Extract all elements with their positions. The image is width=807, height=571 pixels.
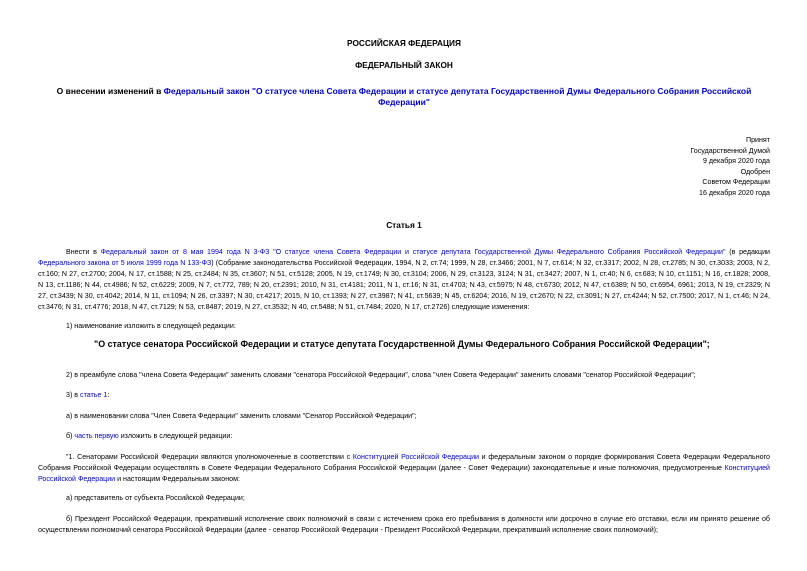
quote-text-2: и федеральным законом о порядке формирования Совета Федерации Федерального Собрания Российской Федерации осуществлять в Совете Федерации Федерального Собрания Российской Федерации (далее - Совет Федерации) законодательные и иные полномочия, предусмотренные [38, 453, 770, 472]
item-3-text-1: 3) в [66, 391, 81, 399]
quote-item-a: а) представитель от субъекта Российской Федерации; [66, 494, 245, 502]
accepted-body: Государственной Думой [690, 146, 770, 155]
item-3 [38, 390, 770, 401]
law-type-heading: ФЕДЕРАЛЬНЫЙ ЗАКОН [355, 60, 453, 70]
quote-item-b: б) Президент Российской Федерации, прекративший исполнение своих полномочий в связи с истечением срока его пребывания в должности или досрочно в случае его отставки, если им принято решение об осуществлении полномочий сенатора Российской Федерации (далее - сенатор Российской Федерации - Президент Российской Федерации, прекративший исполнение своих полномочий); [38, 515, 770, 534]
federal-law-link[interactable]: Федеральный закон от 8 мая 1994 года N 3-ФЗ "О статусе члена Совета Федерации и статусе депутата Государственной Думы Федерального Собрания Российской Федерации" [100, 248, 726, 256]
constitution-link-2[interactable]: Конституцией Российской Федерации [38, 464, 770, 483]
law-title [38, 86, 770, 108]
article-title: Статья 1 [386, 220, 422, 230]
quote-part-1 [38, 452, 770, 485]
acceptance-block [690, 135, 770, 198]
item-3b-text-1: б) [66, 432, 75, 440]
law-title-link[interactable]: Федеральный закон "О статусе члена Совета Федерации и статусе депутата Государственной Думы Федерального Собрания Российской Федерации" [163, 86, 752, 107]
item-1: 1) наименование изложить в следующей редакции: [66, 322, 236, 330]
intro-paragraph [38, 247, 770, 313]
approved-label: Одобрен [740, 167, 770, 176]
new-title-quote: "О статусе сенатора Российской Федерации и статусе депутата Государственной Думы Федерального Собрания Российской Федерации"; [94, 339, 710, 349]
amendment-law-link[interactable]: Федерального закона от 5 июля 1999 года N 133-ФЗ [38, 259, 212, 267]
accepted-date: 9 декабря 2020 года [702, 157, 770, 165]
item-3b [38, 431, 770, 442]
item-3-text-2: : [107, 391, 110, 399]
intro-text-3: ) (Собрание законодательства Российской Федерации, 1994, N 2, ст.74; 1999, N 28, ст.3466; 2001, N 7, ст.614; N 32, ст.3317; 2002, N 28, ст.2785; N 30, ст.3033; 2003, N 2, ст.160; N 27, ст.2700; 2004, N 17, ст.1588; N 25, ст.2484; N 35, ст.3607; N 51, ст.5128; 2005, N 19, ст.1749; N 30, ст.3104; 2006, N 29, ст.3123, 3124; N 31, ст.3427; 2007, N 1, ст.40; N 6, ст.683; N 10, ст.1151; N 16, ст.1828; 2008, N 13, ст.1186; N 44, ст.4986; N 52, ст.6229; 2009, N 7, ст.772, 789; N 20, ст.2391; 2010, N 31, ст.4181; 2011, N 1, ст.16; N 31, ст.4703; N 43, ст.5975; N 48, ст.6730; 2012, N 47, ст.6389; N 50, ст.6954, 6961; 2013, N 19, ст.2329; N 27, ст.3439; N 30, ст.4042; 2014, N 11, ст.1094; N 26, ст.3397; N 30, ст.4217; 2015, N 10, ст.1393; N 27, ст.3987; N 41, ст.5639; N 45, ст.6204; 2016, N 19, ст.2670; N 22, ст.3091; N 27, ст.4244; N 52, ст.7500; 2017, N 1, ст.46; N 24, ст.3476; N 31, ст.4776; 2018, N 47, ст.7129; N 53, ст.8487; 2019, N 27, ст.3532; N 40, ст.5488; N 51, ст.7484; 2020, N 17, ст.2726) следующие изменения: [38, 259, 770, 311]
quote-text-1: "1. Сенаторами Российской Федерации являются уполномоченные в соответствии с [66, 453, 353, 461]
quote-text-3: и настоящим Федеральным законом: [115, 475, 240, 483]
approved-body: Советом Федерации [702, 178, 770, 186]
item-2: 2) в преамбуле слова "члена Совета Федерации" заменить словами "сенатора Российской Федерации", слова "член Совета Федерации" заменить словами "сенатор Российской Федерации"; [66, 371, 696, 379]
part-one-link[interactable]: часть первую [74, 432, 119, 440]
approved-date: 16 декабря 2020 года [699, 188, 770, 197]
constitution-link-1[interactable]: Конституцией Российской Федерации [352, 453, 479, 461]
item-3a: а) в наименовании слова "Член Совета Федерации" заменить словами "Сенатор Российской Федерации"; [66, 412, 417, 420]
article-1-link[interactable]: статье 1 [80, 391, 108, 399]
intro-text-2: (в редакции [725, 248, 770, 256]
federation-heading: РОССИЙСКАЯ ФЕДЕРАЦИЯ [347, 38, 461, 48]
item-3b-text-2: изложить в следующей редакции: [118, 432, 233, 440]
law-title-prefix: О внесении изменений в [56, 86, 164, 96]
intro-text-1: Внести в [66, 248, 101, 256]
accepted-label: Принят [745, 136, 770, 144]
